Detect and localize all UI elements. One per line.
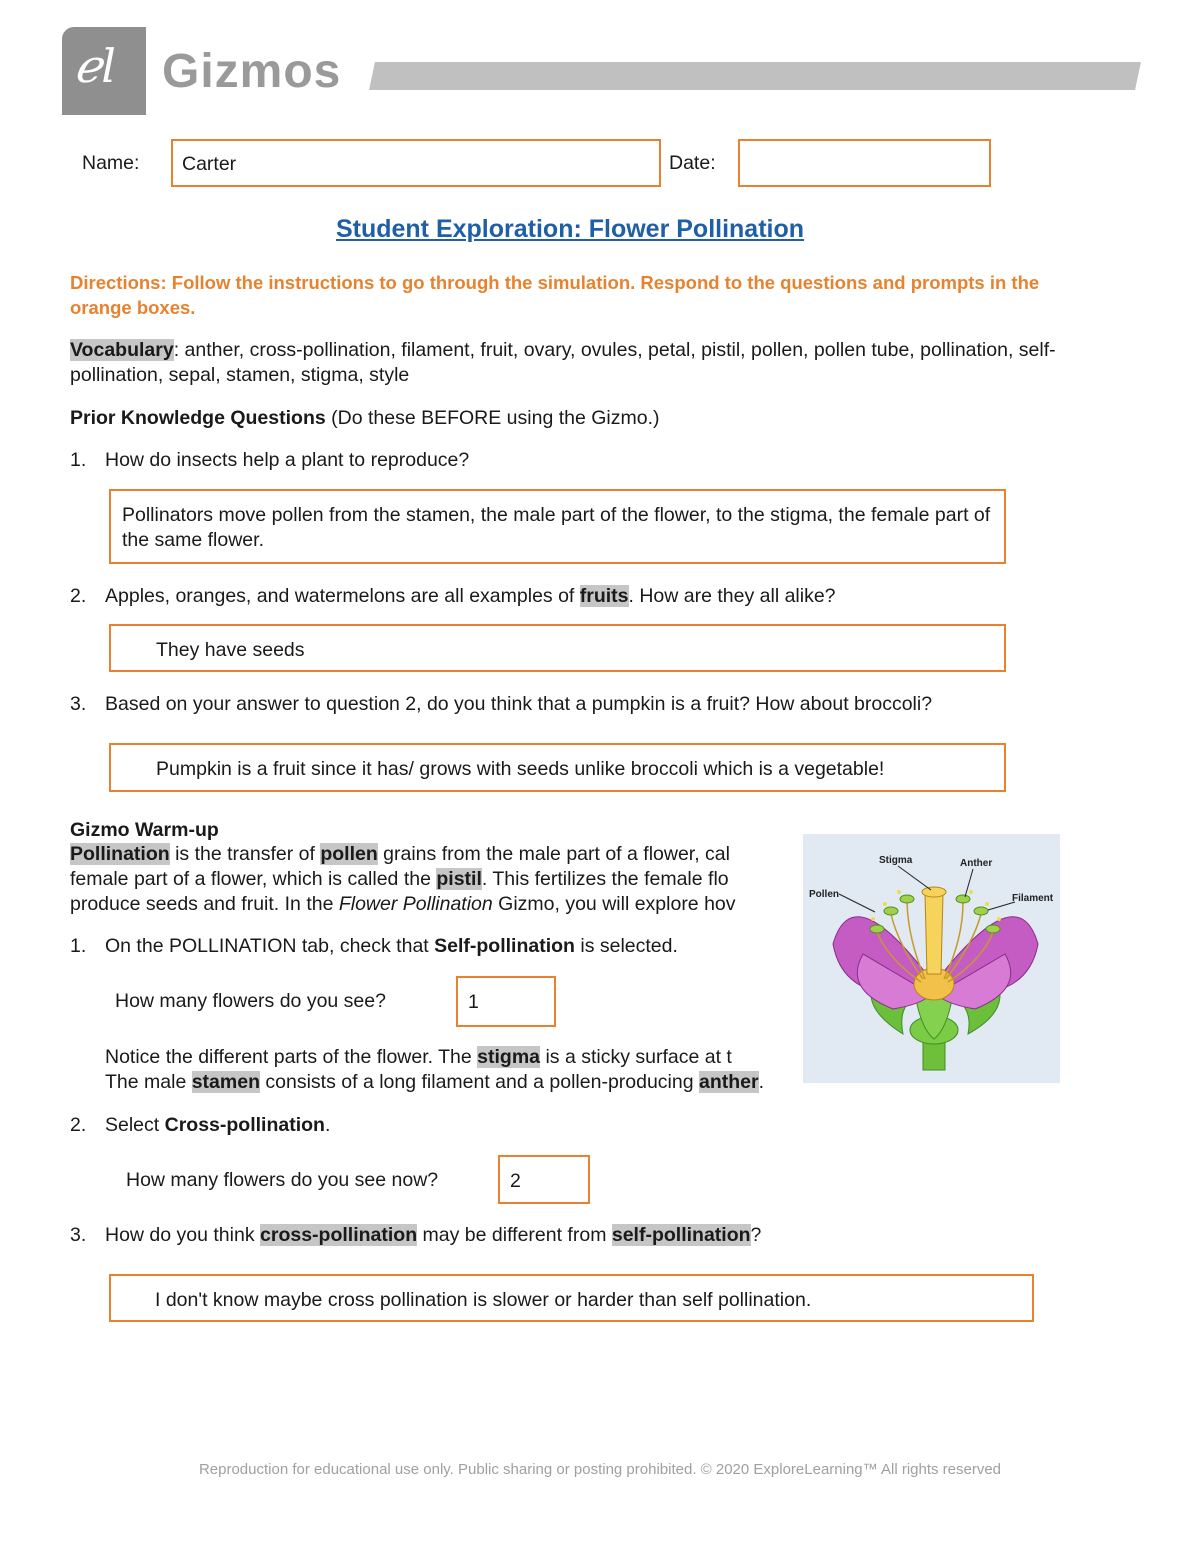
style xyxy=(925,894,943,974)
pk-answer-box-3[interactable] xyxy=(109,743,1006,792)
warmup-prompt-1: How many flowers do you see? xyxy=(115,990,386,1012)
flower-diagram-svg xyxy=(803,834,1060,1083)
name-label: Name: xyxy=(82,152,140,174)
pk-question-1: 1. How do insects help a plant to reproduce? xyxy=(70,449,470,471)
brand-name: Gizmos xyxy=(162,45,342,98)
warmup-answer-box-2[interactable] xyxy=(498,1155,590,1204)
warmup-line-1: Pollination is the transfer of pollen grains from the male part of a flower, cal xyxy=(70,843,730,865)
prior-knowledge-heading: Prior Knowledge Questions (Do these BEFORE using the Gizmo.) xyxy=(70,407,660,429)
vocabulary xyxy=(70,338,1070,388)
stigma-label: Stigma xyxy=(879,855,913,866)
warmup-answer-box-1[interactable] xyxy=(456,976,556,1027)
notice-line-2: The male stamen consists of a long filament and a pollen-producing anther. xyxy=(105,1071,765,1093)
warmup-line-2: female part of a flower, which is called the pistil. This fertilizes the female flo xyxy=(70,868,729,890)
pk-answer-3: Pumpkin is a fruit since it has/ grows with seeds unlike broccoli which is a vegetable! xyxy=(156,758,885,780)
warmup-question-3: 3. How do you think cross-pollination may be different from self-pollination? xyxy=(70,1224,762,1246)
pk-question-3: 3. Based on your answer to question 2, do you think that a pumpkin is a fruit? How about broccoli? xyxy=(70,693,933,715)
warmup-prompt-2: How many flowers do you see now? xyxy=(126,1169,439,1191)
anther-label: Anther xyxy=(960,858,993,869)
flower-diagram xyxy=(803,834,1060,1083)
vocabulary-label: Vocabulary xyxy=(70,339,174,361)
date-label: Date: xyxy=(669,152,716,174)
notice-line-1: Notice the different parts of the flower. The stigma is a sticky surface at t xyxy=(105,1046,732,1068)
warmup-question-2: 2. Select Cross-pollination. xyxy=(70,1114,331,1136)
pk-answer-1: Pollinators move pollen from the stamen, the male part of the flower, to the stigma, the female part of the same flower. xyxy=(122,504,991,551)
logo-glyph: ℯl xyxy=(74,39,116,93)
header-bar xyxy=(369,62,1141,90)
date-field[interactable] xyxy=(738,139,991,187)
directions: Directions: Follow the instructions to go through the simulation. Respond to the questions and prompts in the orange boxes. xyxy=(70,272,1040,318)
warmup-question-1: 1. On the POLLINATION tab, check that Self-pollination is selected. xyxy=(70,935,678,957)
vocabulary-terms: : anther, cross-pollination, filament, fruit, ovary, ovules, petal, pistil, pollen, pollen tube, pollination, self-pollination, sepal, stamen, stigma, style xyxy=(70,339,1056,386)
pk-question-2: 2. Apples, oranges, and watermelons are all examples of fruits. How are they all alike? xyxy=(70,585,836,607)
warmup-heading: Gizmo Warm-up xyxy=(70,819,219,841)
name-value: Carter xyxy=(182,153,237,175)
warmup-answer-box-3[interactable] xyxy=(109,1274,1034,1322)
fruits-term: fruits xyxy=(579,585,629,607)
pk-answer-box-1[interactable] xyxy=(109,489,1006,564)
footer-copyright: Reproduction for educational use only. Public sharing or posting prohibited. © 2020 ExploreLearning™ All rights reserved xyxy=(198,1461,1002,1478)
warmup-line-3: produce seeds and fruit. In the Flower Pollination Gizmo, you will explore hov xyxy=(70,893,736,915)
warmup-answer-1: 1 xyxy=(468,991,479,1013)
filament-label: Filament xyxy=(1012,893,1054,904)
pk-answer-box-2[interactable] xyxy=(109,624,1006,672)
pollen-label: Pollen xyxy=(809,889,840,900)
name-field[interactable] xyxy=(171,139,661,187)
warmup-answer-3: I don't know maybe cross pollination is slower or harder than self pollination. xyxy=(155,1289,812,1311)
pk-answer-2: They have seeds xyxy=(156,639,305,661)
warmup-answer-2: 2 xyxy=(510,1170,521,1192)
page-title: Student Exploration: Flower Pollination xyxy=(335,215,805,243)
explorelearning-logo xyxy=(62,27,146,115)
stigma xyxy=(922,887,946,897)
